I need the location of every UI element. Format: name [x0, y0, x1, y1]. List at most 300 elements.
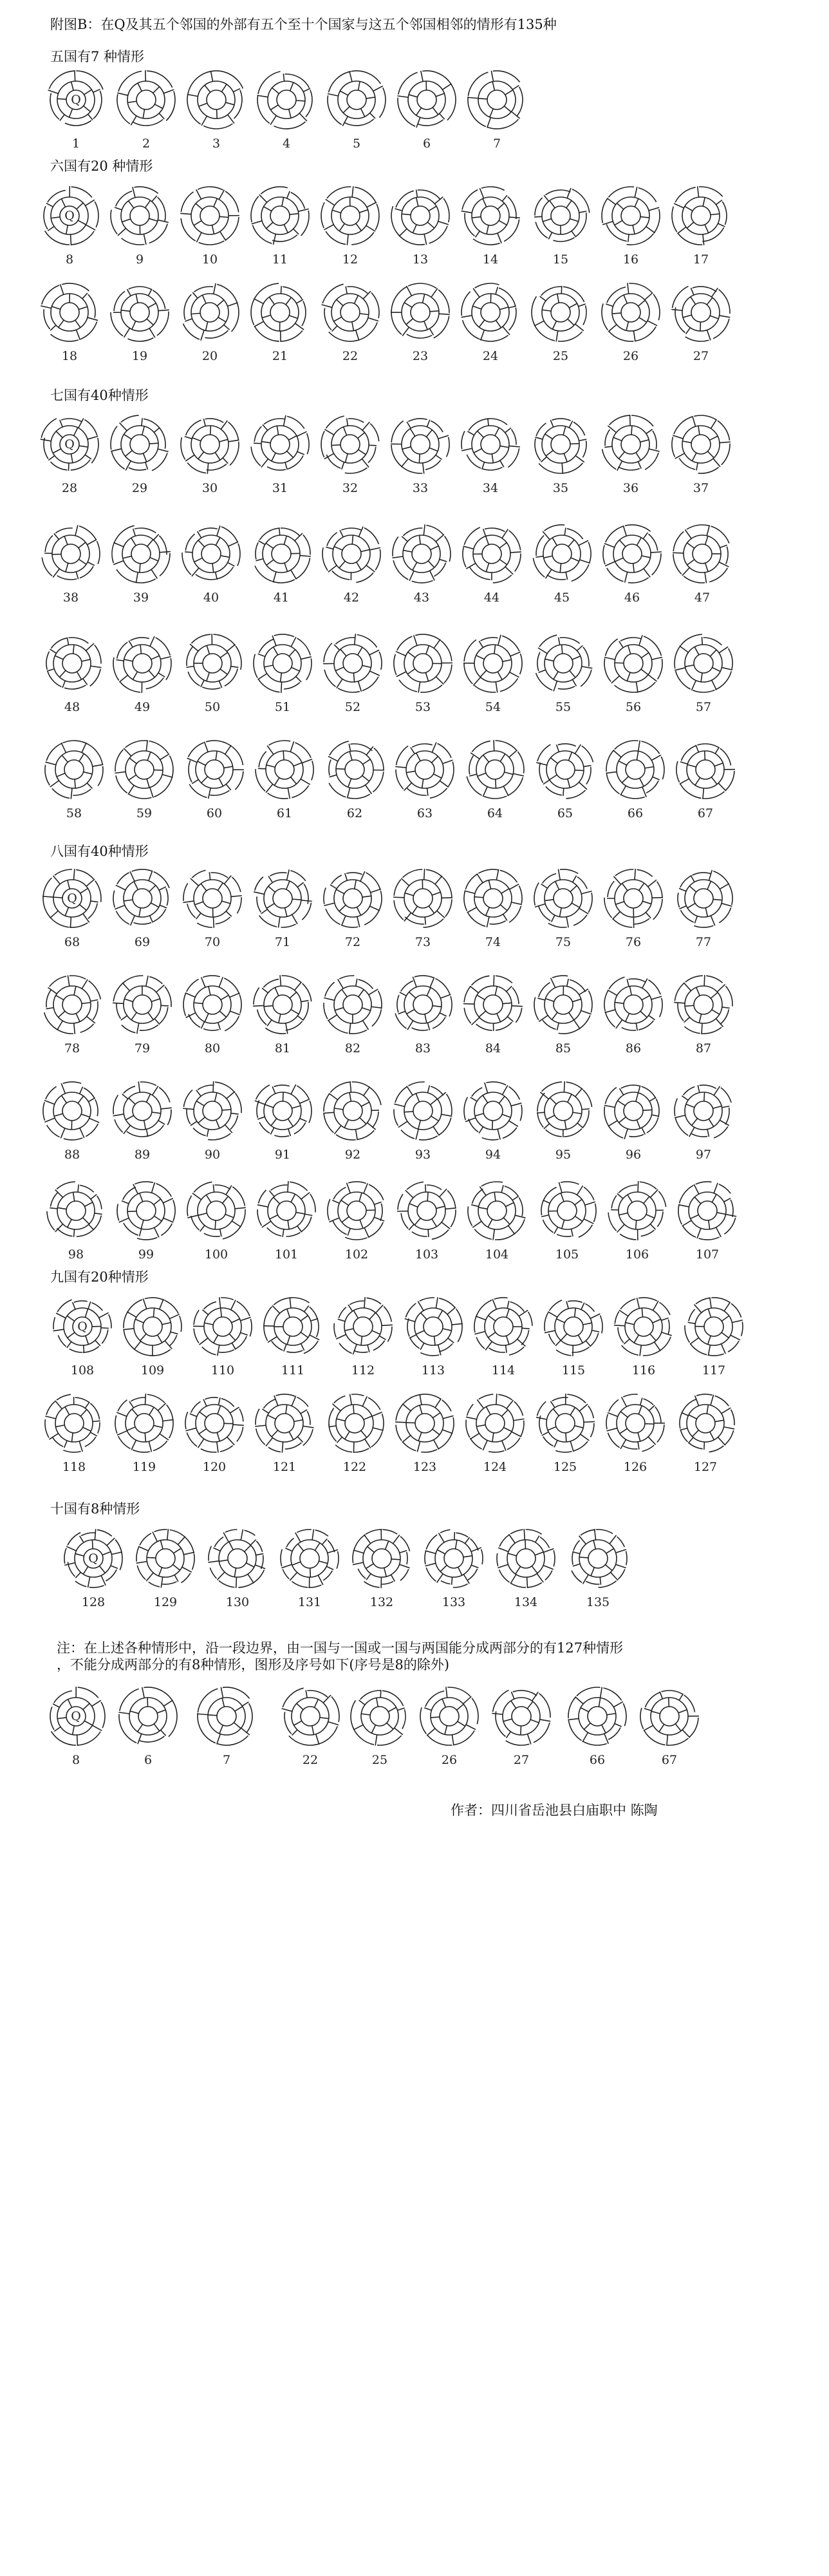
map-diagram-106: [608, 1181, 666, 1262]
map-number-label: 109: [140, 1363, 165, 1378]
map-number-label: 56: [625, 700, 642, 714]
map-number-label: 132: [369, 1595, 394, 1609]
map-number-label: 82: [344, 1041, 361, 1056]
map-number-label: 95: [555, 1148, 572, 1162]
map-number-label: 29: [131, 481, 148, 495]
map-diagram-114: [474, 1298, 532, 1378]
map-diagram-102: [328, 1182, 384, 1262]
map-diagram-70: [183, 870, 241, 949]
map-number-label: 32: [342, 481, 359, 495]
map-number-label: 73: [414, 935, 431, 949]
map-diagram-16: [602, 187, 660, 267]
map-number-label: 124: [483, 1460, 507, 1474]
map-diagram-1: [48, 70, 103, 151]
map-number-label: 30: [201, 481, 218, 495]
map-diagram-120: [185, 1397, 244, 1474]
map-diagram-34: [461, 418, 520, 495]
map-number-label: 26: [441, 1753, 458, 1767]
map-diagram-77: [678, 870, 732, 949]
map-number-label: 94: [485, 1148, 501, 1162]
map-diagram-126: [606, 1394, 665, 1474]
map-number-label: 77: [695, 935, 712, 949]
map-diagram-5: [328, 71, 386, 151]
map-number-label: 114: [491, 1363, 516, 1378]
map-number-label: 4: [282, 137, 291, 151]
map-diagram-23: [391, 283, 450, 363]
map-diagram-82: [324, 976, 382, 1056]
map-diagram-49: [113, 636, 171, 714]
map-diagram-48: [46, 638, 102, 714]
map-number-label: 118: [62, 1460, 86, 1474]
map-diagram-123: [395, 1394, 454, 1474]
map-number-label: 111: [281, 1363, 305, 1378]
map-diagram-57: [675, 634, 732, 714]
map-diagram-72: [324, 871, 382, 949]
map-number-label: 22: [342, 349, 359, 363]
map-diagram-93: [394, 1082, 452, 1162]
map-diagram-103: [397, 1182, 456, 1262]
map-number-label: 45: [554, 591, 570, 605]
map-diagram-78: [44, 975, 101, 1056]
map-number-label: 123: [413, 1460, 437, 1474]
map-number-label: 33: [412, 481, 429, 495]
map-number-label: 20: [201, 349, 218, 363]
map-diagram-92: [323, 1081, 381, 1162]
map-diagram-86: [604, 977, 662, 1056]
map-number-label: 63: [416, 806, 433, 820]
map-number-label: 34: [482, 481, 499, 495]
map-number-label: 8: [71, 1753, 80, 1767]
map-diagram-59: [115, 740, 173, 820]
map-diagram-60: [187, 741, 244, 820]
map-diagram-75: [534, 869, 592, 949]
map-diagram-96: [604, 1085, 659, 1162]
map-number-label: 102: [344, 1247, 369, 1262]
map-diagram-90: [183, 1081, 241, 1162]
map-number-label: 87: [695, 1041, 712, 1056]
map-number-label: 72: [344, 935, 361, 949]
map-diagram-88: [43, 1082, 99, 1162]
map-diagram-108: [53, 1300, 111, 1378]
map-diagram-73: [393, 869, 452, 949]
map-diagram-36: [602, 415, 660, 495]
map-diagram-97: [675, 1085, 731, 1162]
map-diagram-56: [604, 635, 662, 714]
map-number-label: 38: [62, 591, 79, 605]
map-diagram-38: [42, 525, 100, 605]
map-diagram-104: [468, 1182, 526, 1262]
section-heading-6: 六国有20 种情形: [50, 158, 153, 174]
map-diagram-95: [537, 1081, 591, 1162]
map-diagram-83: [395, 976, 452, 1056]
map-number-label: 25: [371, 1753, 388, 1767]
map-diagram-71: [254, 869, 312, 949]
map-diagram-58: [45, 741, 103, 820]
map-number-label: 28: [61, 481, 78, 495]
map-diagram-17: [672, 186, 727, 267]
map-diagram-8: [44, 186, 98, 267]
map-diagram-131: [281, 1529, 339, 1609]
map-number-label: 3: [212, 137, 221, 151]
map-number-label: 40: [203, 591, 219, 605]
map-number-label: 39: [133, 591, 149, 605]
map-number-label: 49: [134, 700, 151, 714]
map-diagram-18: [41, 283, 98, 363]
special-map-diagram-26: [420, 1687, 478, 1767]
map-diagram-21: [251, 283, 306, 363]
map-diagram-46: [603, 525, 662, 605]
map-diagram-54: [463, 635, 522, 714]
map-number-label: 60: [206, 806, 223, 820]
section-heading-9: 九国有20种情形: [50, 1269, 149, 1285]
map-diagram-39: [112, 526, 171, 605]
map-diagram-69: [113, 869, 169, 949]
map-diagram-110: [193, 1297, 252, 1378]
map-number-label: 53: [414, 700, 431, 714]
center-letter-q: Q: [88, 1551, 98, 1566]
map-number-label: 15: [552, 252, 569, 267]
map-diagram-47: [673, 525, 729, 605]
center-letter-q: Q: [64, 437, 75, 451]
map-number-label: 88: [64, 1148, 80, 1162]
map-number-label: 75: [555, 935, 572, 949]
map-number-label: 7: [222, 1753, 231, 1767]
map-number-label: 96: [625, 1148, 642, 1162]
map-number-label: 17: [693, 252, 709, 267]
map-number-label: 6: [422, 137, 431, 151]
map-diagram-29: [111, 415, 169, 495]
map-diagram-68: [42, 869, 101, 949]
map-number-label: 78: [64, 1041, 80, 1056]
map-number-label: 67: [661, 1753, 678, 1767]
map-diagram-28: [41, 419, 98, 495]
map-number-label: 13: [412, 252, 429, 267]
map-number-label: 9: [135, 252, 144, 267]
map-number-label: 135: [586, 1595, 610, 1609]
center-letter-q: Q: [77, 1320, 88, 1334]
map-number-label: 25: [552, 349, 569, 363]
map-number-label: 69: [134, 935, 151, 949]
map-number-label: 119: [132, 1460, 156, 1474]
note-line-2: ，不能分成两部分的有8种情形，图形及序号如下(序号是8的除外): [57, 1657, 450, 1672]
center-letter-q: Q: [64, 209, 75, 223]
map-number-label: 97: [695, 1148, 712, 1162]
map-number-label: 46: [624, 591, 640, 605]
map-number-label: 6: [144, 1753, 153, 1767]
center-letter-q: Q: [71, 1709, 81, 1723]
map-diagram-63: [395, 743, 454, 820]
map-number-label: 100: [204, 1247, 228, 1262]
map-number-label: 26: [622, 349, 639, 363]
map-diagram-89: [113, 1081, 172, 1162]
map-number-label: 121: [272, 1460, 297, 1474]
map-diagram-79: [113, 976, 171, 1056]
map-number-label: 105: [555, 1247, 579, 1262]
map-number-label: 7: [492, 137, 501, 151]
map-number-label: 52: [344, 700, 361, 714]
map-diagram-67: [676, 744, 735, 820]
map-diagram-84: [463, 975, 523, 1056]
map-diagram-41: [255, 527, 311, 605]
map-number-label: 134: [514, 1595, 538, 1609]
map-number-label: 22: [302, 1753, 319, 1767]
map-diagram-43: [392, 524, 451, 605]
map-diagram-27: [671, 286, 730, 363]
map-number-label: 50: [204, 700, 221, 714]
map-number-label: 67: [697, 806, 714, 820]
map-diagram-94: [464, 1082, 522, 1162]
map-diagram-64: [467, 740, 524, 820]
map-number-label: 1: [71, 137, 80, 151]
map-diagram-132: [353, 1529, 410, 1609]
map-number-label: 122: [342, 1460, 367, 1474]
map-number-label: 76: [625, 935, 642, 949]
map-diagram-3: [187, 71, 243, 151]
map-diagram-134: [497, 1529, 555, 1609]
map-diagram-13: [391, 190, 449, 267]
map-number-label: 108: [70, 1363, 95, 1378]
map-number-label: 70: [204, 935, 221, 949]
map-diagram-119: [115, 1394, 174, 1474]
note-line-1: 注：在上述各种情形中，沿一段边界，由一国与一国或一国与两国能分成两部分的有127种情形: [57, 1640, 624, 1656]
map-number-label: 41: [273, 591, 290, 605]
map-diagram-24: [461, 283, 516, 363]
map-number-label: 18: [61, 349, 78, 363]
map-number-label: 85: [555, 1041, 572, 1056]
map-number-label: 66: [589, 1753, 606, 1767]
map-diagram-14: [461, 187, 520, 267]
special-map-diagram-7: [197, 1687, 252, 1767]
map-number-label: 42: [343, 591, 360, 605]
map-diagram-107: [678, 1182, 736, 1262]
map-number-label: 68: [64, 935, 80, 949]
map-number-label: 16: [622, 252, 639, 267]
map-number-label: 43: [413, 591, 430, 605]
map-diagram-55: [536, 635, 593, 714]
map-number-label: 62: [346, 806, 363, 820]
map-diagram-85: [534, 976, 592, 1056]
special-map-diagram-27: [492, 1690, 550, 1767]
map-diagram-22: [322, 284, 379, 363]
map-number-label: 31: [272, 481, 288, 495]
map-diagram-26: [602, 283, 660, 363]
map-diagram-35: [535, 419, 586, 495]
map-diagram-53: [394, 634, 452, 714]
map-number-label: 128: [81, 1595, 106, 1609]
special-map-diagram-8: [50, 1687, 105, 1767]
section-heading-7: 七国有40种情形: [50, 388, 149, 403]
special-map-diagram-6: [118, 1687, 177, 1767]
map-diagram-111: [263, 1297, 319, 1378]
center-letter-q: Q: [71, 93, 81, 107]
map-number-label: 93: [414, 1148, 431, 1162]
map-diagram-32: [321, 416, 379, 495]
map-diagram-100: [187, 1182, 246, 1262]
section-heading-10: 十国有8种情形: [50, 1501, 140, 1517]
map-diagram-81: [253, 975, 312, 1056]
map-diagram-87: [674, 975, 732, 1056]
map-diagram-130: [208, 1530, 265, 1609]
map-diagram-116: [614, 1298, 672, 1378]
map-number-label: 107: [695, 1247, 720, 1262]
map-diagram-74: [464, 869, 522, 949]
map-diagram-125: [536, 1394, 595, 1474]
map-diagram-52: [323, 634, 382, 714]
map-number-label: 86: [625, 1041, 642, 1056]
map-diagram-4: [257, 71, 312, 151]
section-heading-8: 八国有40种情形: [50, 844, 149, 859]
map-number-label: 37: [693, 481, 709, 495]
map-number-label: 89: [134, 1148, 151, 1162]
map-number-label: 51: [274, 700, 291, 714]
map-number-label: 112: [351, 1363, 375, 1378]
map-diagram-98: [47, 1182, 102, 1262]
map-diagram-121: [255, 1394, 313, 1474]
map-number-label: 116: [631, 1363, 656, 1378]
map-diagram-76: [604, 869, 663, 949]
map-diagram-44: [463, 527, 521, 605]
map-diagram-42: [322, 527, 380, 605]
map-diagram-124: [466, 1394, 525, 1474]
map-number-label: 92: [344, 1148, 361, 1162]
map-number-label: 120: [202, 1460, 227, 1474]
map-number-label: 12: [342, 252, 359, 267]
map-number-label: 117: [702, 1363, 726, 1378]
map-number-label: 57: [695, 700, 712, 714]
section-heading-5: 五国有7 种情形: [50, 49, 145, 64]
map-number-label: 54: [485, 700, 501, 714]
map-diagram-12: [321, 186, 379, 267]
map-diagram-11: [251, 187, 309, 267]
map-number-label: 11: [272, 252, 288, 267]
map-number-label: 130: [225, 1595, 250, 1609]
map-number-label: 47: [694, 591, 711, 605]
map-number-label: 129: [153, 1595, 178, 1609]
map-number-label: 23: [412, 349, 429, 363]
map-number-label: 14: [482, 252, 499, 267]
map-number-label: 8: [65, 252, 74, 267]
map-number-label: 125: [553, 1460, 577, 1474]
map-number-label: 44: [483, 591, 500, 605]
map-diagram-122: [328, 1394, 384, 1474]
map-number-label: 104: [485, 1247, 509, 1262]
map-number-label: 84: [485, 1041, 501, 1056]
map-number-label: 35: [552, 481, 569, 495]
map-number-label: 110: [210, 1363, 235, 1378]
map-diagram-10: [180, 187, 239, 267]
map-number-label: 19: [131, 349, 148, 363]
map-diagram-115: [545, 1300, 602, 1378]
map-diagram-19: [111, 287, 169, 363]
special-map-diagram-25: [351, 1690, 405, 1767]
map-diagram-135: [572, 1529, 627, 1609]
map-number-label: 131: [297, 1595, 322, 1609]
map-number-label: 79: [134, 1041, 151, 1056]
map-number-label: 58: [66, 806, 82, 820]
map-number-label: 80: [204, 1041, 221, 1056]
map-diagram-118: [45, 1394, 100, 1474]
map-diagram-101: [257, 1181, 315, 1262]
map-number-label: 91: [274, 1148, 291, 1162]
map-diagram-129: [136, 1529, 194, 1609]
map-number-label: 59: [136, 806, 153, 820]
map-number-label: 113: [421, 1363, 445, 1378]
map-diagram-15: [534, 188, 590, 267]
map-number-label: 5: [352, 137, 361, 151]
map-number-label: 103: [414, 1247, 439, 1262]
map-number-label: 2: [142, 137, 151, 151]
map-number-label: 127: [693, 1460, 718, 1474]
map-diagram-30: [181, 419, 239, 495]
map-diagram-133: [425, 1530, 483, 1609]
map-number-label: 115: [561, 1363, 586, 1378]
map-diagram-128: [64, 1529, 122, 1609]
map-diagram-112: [334, 1297, 393, 1378]
map-number-label: 98: [68, 1247, 84, 1262]
map-diagram-50: [186, 634, 241, 714]
map-diagram-66: [606, 741, 664, 820]
map-number-label: 71: [274, 935, 291, 949]
map-number-label: 21: [272, 349, 288, 363]
map-number-label: 101: [274, 1247, 299, 1262]
map-number-label: 65: [557, 806, 573, 820]
map-diagram-25: [532, 286, 586, 363]
map-number-label: 27: [693, 349, 709, 363]
special-map-diagram-22: [282, 1688, 339, 1767]
map-number-label: 81: [274, 1041, 291, 1056]
map-diagram-6: [397, 71, 456, 151]
map-diagram-65: [536, 744, 593, 820]
map-number-label: 106: [625, 1247, 649, 1262]
map-number-label: 83: [414, 1041, 431, 1056]
map-diagram-127: [680, 1394, 734, 1474]
map-number-label: 55: [555, 700, 572, 714]
map-diagram-117: [685, 1297, 743, 1378]
map-diagram-7: [467, 71, 523, 151]
map-number-label: 48: [64, 700, 80, 714]
map-number-label: 27: [513, 1753, 530, 1767]
author-credit: 作者：四川省岳池县白庙职中 陈陶: [451, 1803, 658, 1818]
map-number-label: 10: [201, 252, 218, 267]
map-diagram-61: [256, 741, 313, 820]
map-diagram-31: [251, 415, 309, 495]
map-number-label: 90: [204, 1148, 221, 1162]
map-diagram-113: [405, 1298, 463, 1378]
map-number-label: 64: [487, 806, 503, 820]
map-diagram-99: [117, 1182, 175, 1262]
page-title: 附图B：在Q及其五个邻国的外部有五个至十个国家与这五个邻国相邻的情形有135种: [50, 17, 557, 32]
map-diagram-33: [391, 419, 449, 495]
map-diagram-20: [183, 283, 239, 363]
map-number-label: 133: [442, 1595, 466, 1609]
special-map-diagram-67: [640, 1690, 699, 1767]
map-number-label: 99: [138, 1247, 154, 1262]
map-number-label: 126: [623, 1460, 647, 1474]
map-diagram-80: [183, 976, 241, 1056]
map-diagram-2: [117, 70, 175, 151]
map-number-label: 66: [627, 806, 644, 820]
map-diagram-91: [255, 1084, 312, 1162]
map-diagram-51: [254, 634, 312, 714]
map-number-label: 24: [482, 349, 499, 363]
map-diagram-45: [533, 525, 591, 605]
special-map-diagram-66: [568, 1687, 626, 1767]
map-diagram-62: [328, 741, 384, 820]
map-number-label: 36: [622, 481, 639, 495]
center-letter-q: Q: [67, 891, 77, 905]
map-diagram-37: [672, 415, 731, 495]
map-diagram-9: [111, 187, 169, 267]
